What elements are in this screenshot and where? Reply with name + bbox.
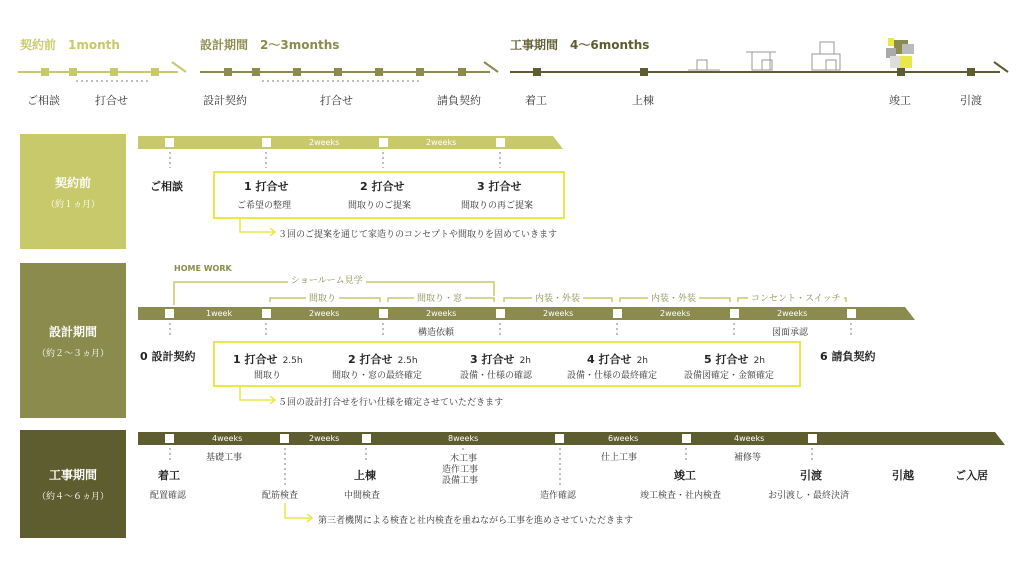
top-title-contract: 契約前 1month (20, 38, 120, 52)
week-label: 2weeks (309, 434, 340, 443)
milestone-title: 引渡 (800, 469, 822, 482)
below-label: 構造依頼 (418, 328, 455, 338)
milestone-title: 引越 (892, 469, 914, 482)
milestone-title: 6 請負契約 (820, 350, 876, 363)
week-label: 2weeks (777, 309, 808, 318)
work-label: 造作工事 (442, 465, 479, 475)
top-label: 竣工 (889, 94, 911, 107)
meeting-hours: 2h (753, 356, 766, 366)
work-label: 仕上工事 (601, 453, 638, 463)
meeting-desc: 間取り (254, 371, 282, 381)
building-illustration-3 (812, 42, 840, 70)
section-title: 工事期間 (48, 468, 97, 482)
showroom-label: ショールーム見学 (288, 273, 366, 286)
bracket-label: 間取り (306, 291, 339, 304)
week-label: 6weeks (608, 434, 639, 443)
top-label: 上棟 (632, 94, 654, 107)
top-label: 打合せ (95, 94, 128, 107)
top-label: 引渡 (960, 94, 982, 107)
milestone-title: 竣工 (674, 469, 696, 482)
work-label: 木工事 (450, 454, 478, 464)
section-title: 契約前 (54, 175, 91, 190)
building-illustration-4 (886, 38, 914, 68)
meeting-title: 1 打合せ (244, 180, 289, 193)
milestone-title: ご入居 (955, 469, 988, 482)
building-illustration-1 (688, 60, 720, 70)
top-marker (151, 68, 159, 76)
meeting-title: 3 打合せ (477, 180, 522, 193)
meeting-hours: 2h (636, 356, 649, 366)
meeting-hours: 2h (519, 356, 532, 366)
section-note: 第三者機関による検査と社内検査を重ねながら工事を進めさせていただきます (318, 516, 634, 526)
section-duration: （約２〜３ヵ月） (36, 348, 109, 359)
top-line-design (200, 62, 498, 81)
week-label: 2weeks (426, 309, 457, 318)
check-label: 造作確認 (540, 491, 577, 501)
top-marker (41, 68, 49, 76)
week-label: 2weeks (309, 138, 340, 147)
top-label: 設計契約 (203, 94, 247, 107)
section-note: ５回の設計打合せを行い仕様を確定させていただきます (278, 398, 504, 408)
week-label: 8weeks (448, 434, 479, 443)
section-label-contract (20, 134, 126, 249)
meeting-desc: 間取りのご提案 (348, 201, 412, 211)
top-label: 着工 (525, 94, 547, 107)
meeting-desc: 設備図確定・金額確定 (684, 371, 775, 381)
check-label: 中間検査 (344, 491, 381, 501)
meeting-title: 1 打合せ (233, 353, 278, 366)
check-label: お引渡し・最終決済 (768, 491, 850, 501)
meeting-title: 3 打合せ (470, 353, 515, 366)
building-illustration-2 (746, 52, 776, 70)
bracket-label: 内装・外装 (648, 291, 699, 304)
meeting-3 (470, 348, 531, 367)
section-duration: （約１ヵ月） (45, 199, 100, 210)
top-title-construction: 工事期間 4〜6months (510, 38, 650, 52)
milestone-title: 着工 (158, 469, 180, 482)
section-label-design (20, 263, 126, 418)
check-label: 配筋検査 (262, 491, 299, 501)
meeting-4 (587, 348, 648, 367)
top-title-design: 設計期間 2〜3months (200, 38, 340, 52)
bracket-label: 間取り・窓 (414, 291, 465, 304)
work-label: 補修等 (734, 453, 762, 463)
section-duration: （約４〜６ヵ月） (36, 492, 109, 502)
week-label: 2weeks (660, 309, 691, 318)
bracket-label: 内装・外装 (532, 291, 583, 304)
meeting-desc: ご希望の整理 (237, 201, 292, 211)
top-label: 請負契約 (437, 94, 481, 107)
section-title: 設計期間 (48, 324, 97, 339)
week-label: 4weeks (734, 434, 765, 443)
meeting-title: 2 打合せ (348, 353, 393, 366)
check-label: 配置確認 (150, 491, 187, 501)
meeting-title: 2 打合せ (360, 180, 405, 193)
work-label: 基礎工事 (206, 453, 243, 463)
milestone-title: 上棟 (354, 469, 376, 482)
s3-band (138, 432, 1005, 445)
section-label-construction (20, 430, 126, 538)
bracket-label: コンセント・スイッチ (748, 291, 844, 304)
top-line-contract (18, 62, 186, 81)
week-label: 2weeks (309, 309, 340, 318)
work-label: 設備工事 (442, 476, 479, 486)
week-label: 4weeks (212, 434, 243, 443)
meeting-desc: 設備・仕様の最終確定 (567, 371, 658, 381)
meeting-hours: 2.5h (282, 356, 303, 366)
top-label: ご相談 (27, 94, 60, 107)
week-label: 2weeks (543, 309, 574, 318)
section-note: ３回のご提案を通じて家造りのコンセプトや間取りを固めていきます (278, 230, 558, 240)
meeting-5 (704, 348, 765, 367)
week-label: 2weeks (426, 138, 457, 147)
milestone-title: ご相談 (150, 180, 183, 193)
meeting-desc: 設備・仕様の確認 (460, 371, 533, 381)
meeting-hours: 2.5h (397, 356, 418, 366)
top-marker (110, 68, 118, 76)
meeting-desc: 間取り・窓の最終確定 (332, 371, 423, 381)
meeting-2 (348, 348, 418, 367)
meeting-title: 5 打合せ (704, 353, 749, 366)
meeting-desc: 間取りの再ご提案 (461, 201, 534, 211)
below-label: 図面承認 (772, 328, 809, 338)
meeting-1 (233, 348, 303, 367)
meeting-title: 4 打合せ (587, 353, 632, 366)
week-label: 1week (206, 309, 233, 318)
top-label: 打合せ (320, 94, 353, 107)
top-marker (69, 68, 77, 76)
homework-label: HOME WORK (174, 264, 232, 273)
milestone-title: 0 設計契約 (140, 350, 196, 363)
check-label: 竣工検査・社内検査 (640, 491, 722, 501)
